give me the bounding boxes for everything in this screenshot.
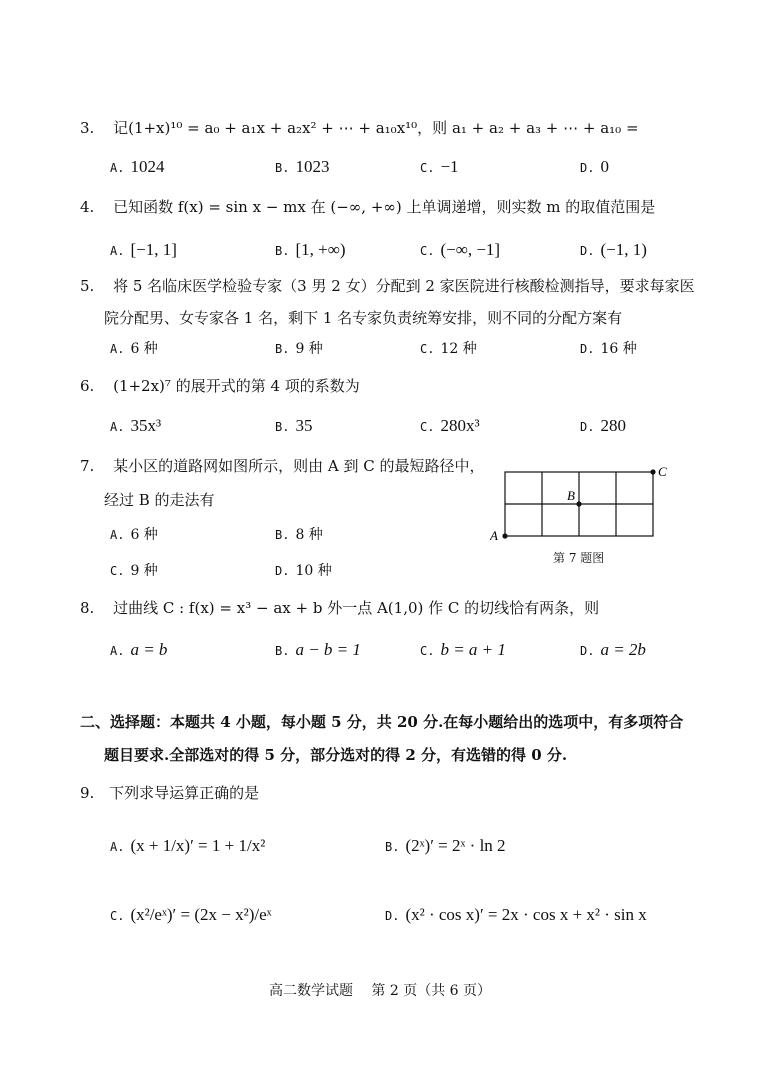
q9-option-d: D. (x² · cos x)′ = 2x · cos x + x² · sin x — [385, 905, 647, 924]
question-6 — [80, 376, 360, 396]
section-2-heading-line2: 题目要求.全部选对的得 5 分，部分选对的得 2 分，有选错的得 0 分. — [104, 746, 568, 764]
question-text-line2: 院分配男、女专家各 1 名，剩下 1 名专家负责统筹安排，则不同的分配方案有 — [104, 309, 623, 327]
question-number: 3. — [80, 119, 95, 137]
q9-option-b: B. (2ˣ)′ = 2ˣ · ln 2 — [385, 836, 506, 855]
question-number: 9. — [80, 784, 95, 802]
question-4 — [80, 197, 655, 217]
question-text: 记(1+x)¹⁰ = a₀ + a₁x + a₂x² + ⋯ + a₁₀x¹⁰，则 a₁ + a₂ + a₃ + ⋯ + a₁₀ = — [113, 119, 639, 137]
question-9 — [80, 783, 259, 803]
q4-option-c: C. (−∞, −1] — [420, 240, 501, 259]
point-c — [650, 469, 655, 474]
question-7 — [80, 456, 484, 476]
question-number: 8. — [80, 599, 95, 617]
q7-option-c: C. 9 种 — [110, 563, 158, 579]
question-text: 过曲线 C : f(x) = x³ − ax + b 外一点 A(1,0) 作 C 的切线恰有两条，则 — [113, 599, 600, 617]
q8-option-c: C. b = a + 1 — [420, 640, 506, 659]
label-a: A — [490, 528, 498, 542]
label-c: C — [658, 464, 667, 479]
question-3 — [80, 118, 639, 138]
question-text-line1: 某小区的道路网如图所示，则由 A 到 C 的最短路径中， — [113, 457, 485, 475]
question-5 — [80, 276, 695, 296]
q8-option-d: D. a = 2b — [580, 640, 646, 659]
q5-option-d: D. 16 种 — [580, 341, 637, 357]
q7-option-b: B. 8 种 — [275, 527, 323, 543]
question-number: 6. — [80, 377, 95, 395]
q7-option-a: A. 6 种 — [110, 527, 158, 543]
q5-option-c: C. 12 种 — [420, 341, 477, 357]
q6-option-c: C. 280x³ — [420, 416, 480, 435]
question-text-line2: 经过 B 的走法有 — [104, 491, 215, 509]
figure-caption: 第 7 题图 — [553, 551, 605, 565]
point-a — [502, 533, 507, 538]
question-number: 5. — [80, 277, 95, 295]
q7-option-d: D. 10 种 — [275, 563, 332, 579]
page-footer: 高二数学试题 第 2 页（共 6 页） — [268, 983, 492, 999]
section-2-heading-line1: 二、选择题：本题共 4 小题，每小题 5 分，共 20 分.在每小题给出的选项中，有多项符合 — [80, 713, 684, 731]
question-8 — [80, 598, 599, 618]
q9-option-c: C. (x²/eˣ)′ = (2x − x²)/eˣ — [110, 905, 272, 924]
q5-option-b: B. 9 种 — [275, 341, 323, 357]
q3-option-a: A. 1024 — [110, 157, 165, 176]
question-text: 下列求导运算正确的是 — [109, 784, 260, 802]
question-text: 已知函数 f(x) = sin x − mx 在 (−∞, +∞) 上单调递增，则实数 m 的取值范围是 — [113, 198, 656, 216]
q6-option-a: A. 35x³ — [110, 416, 162, 435]
q3-option-c: C. −1 — [420, 157, 459, 176]
q4-option-a: A. [−1, 1] — [110, 240, 177, 259]
label-b: B — [567, 488, 575, 503]
q8-option-b: B. a − b = 1 — [275, 640, 361, 659]
question-text: (1+2x)⁷ 的展开式的第 4 项的系数为 — [113, 377, 360, 395]
q5-option-a: A. 6 种 — [110, 341, 158, 357]
point-b — [576, 501, 581, 506]
q4-option-b: B. [1, +∞) — [275, 240, 346, 259]
q3-option-d: D. 0 — [580, 157, 609, 176]
q8-option-a: A. a = b — [110, 640, 168, 659]
question-text-line1: 将 5 名临床医学检验专家（3 男 2 女）分配到 2 家医院进行核酸检测指导，要求每家医 — [113, 277, 695, 295]
question-number: 4. — [80, 198, 95, 216]
q6-option-d: D. 280 — [580, 416, 626, 435]
q6-option-b: B. 35 — [275, 416, 313, 435]
q3-option-b: B. 1023 — [275, 157, 330, 176]
road-grid-figure — [490, 462, 680, 542]
q4-option-d: D. (−1, 1) — [580, 240, 647, 259]
question-number: 7. — [80, 457, 95, 475]
q9-option-a: A. (x + 1/x)′ = 1 + 1/x² — [110, 836, 266, 855]
